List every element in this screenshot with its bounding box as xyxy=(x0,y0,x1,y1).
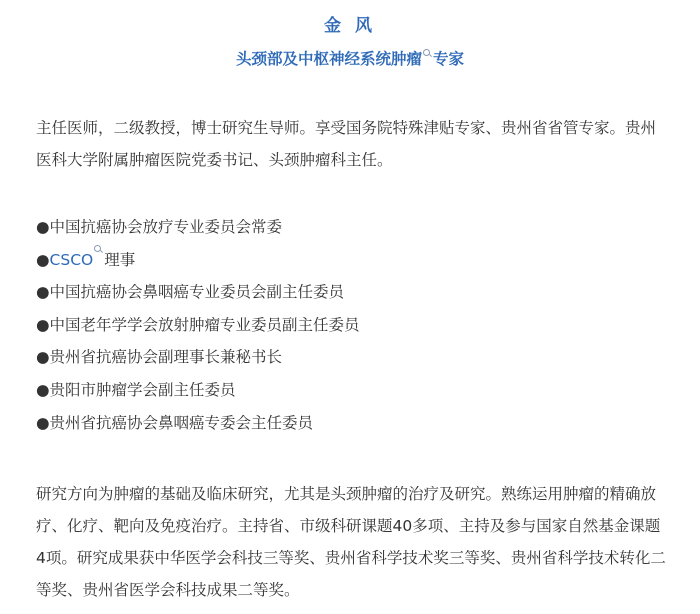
specialty-title xyxy=(0,48,700,70)
search-icon[interactable] xyxy=(94,244,103,255)
list-item xyxy=(36,374,668,407)
bullet: ● xyxy=(36,413,50,432)
list-item xyxy=(36,309,668,342)
specialty-text: 头颈部及中枢神经系统肿瘤 xyxy=(235,50,422,68)
research-paragraph: 研究方向为肿瘤的基础及临床研究，尤其是头颈肿瘤的治疗及研究。熟练运用肿瘤的精确放疗、化疗、靶向及免疫治疗。主持省、市级科研课题40多项、主持及参与国家自然基金课题4项。研究成果获中华医学会科技三等奖、贵州省科学技术奖三等奖、贵州省科学技术转化二等奖、贵州省医学会科技成果二等奖。 xyxy=(36,485,666,599)
roles-list xyxy=(36,211,668,439)
specialty-suffix: 专家 xyxy=(433,50,465,68)
role-text: 中国抗癌协会鼻咽癌专业委员会副主任委员 xyxy=(49,283,345,302)
bullet: ● xyxy=(36,315,50,334)
list-item xyxy=(36,211,668,244)
role-text: 贵州省抗癌协会鼻咽癌专委会主任委员 xyxy=(49,413,314,432)
csco-link[interactable]: CSCO xyxy=(49,250,94,269)
bullet: ● xyxy=(36,218,50,236)
role-text: 中国抗癌协会放疗专业委员会常委 xyxy=(49,218,283,236)
list-item xyxy=(36,276,668,309)
search-icon[interactable] xyxy=(423,48,432,59)
doctor-name: 金 风 xyxy=(324,16,376,36)
role-text: 贵阳市肿瘤学会副主任委员 xyxy=(49,380,236,399)
list-item xyxy=(36,244,668,277)
bullet: ● xyxy=(36,250,50,269)
bullet: ● xyxy=(36,348,50,367)
role-text: 理事 xyxy=(104,250,136,269)
bullet: ● xyxy=(36,380,50,399)
role-text: 中国老年学学会放射肿瘤专业委员副主任委员 xyxy=(49,315,360,334)
intro-paragraph: 主任医师，二级教授，博士研究生导师。享受国务院特殊津贴专家、贵州省省管专家。贵州医科大学附属肿瘤医院党委书记、头颈肿瘤科主任。 xyxy=(36,119,657,169)
list-item xyxy=(36,341,668,374)
role-text: 贵州省抗癌协会副理事长兼秘书长 xyxy=(49,348,283,367)
list-item xyxy=(36,407,668,440)
bullet: ● xyxy=(36,283,50,302)
